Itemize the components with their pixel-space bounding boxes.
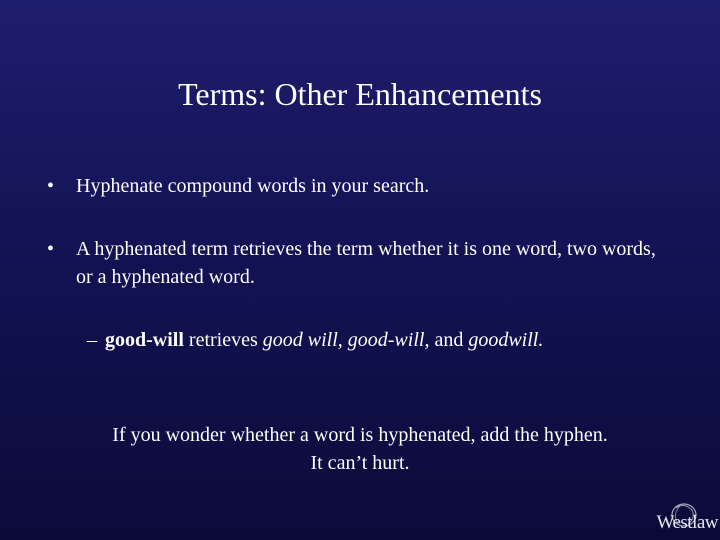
search-term-example: good-will (105, 329, 184, 351)
bullet-marker: • (47, 238, 55, 260)
sub-bullet-item (87, 326, 707, 354)
slide-title: Terms: Other Enhancements (178, 76, 542, 112)
retrieved-form-last: goodwill. (468, 329, 544, 351)
retrieves-text: retrieves (188, 329, 258, 351)
tip-text (0, 421, 720, 477)
tip-line-2: It can’t hurt. (310, 452, 410, 474)
bullet-item (47, 172, 667, 200)
tip-line-1: If you wonder whether a word is hyphenated, add the hyphen. (112, 424, 608, 446)
westlaw-logo (648, 500, 718, 536)
bullet-text: A hyphenated term retrieves the term whether it is one word, two words, or a hyphenated word. (76, 238, 656, 288)
retrieved-forms: good will, good-will, (262, 329, 430, 351)
and-text: and (434, 329, 464, 351)
bullet-marker: • (47, 175, 55, 197)
bullet-item (47, 235, 667, 291)
sub-bullet-marker: – (87, 329, 97, 351)
westlaw-logo-text: Westlaw (656, 512, 718, 533)
bullet-text: Hyphenate compound words in your search. (76, 175, 430, 197)
